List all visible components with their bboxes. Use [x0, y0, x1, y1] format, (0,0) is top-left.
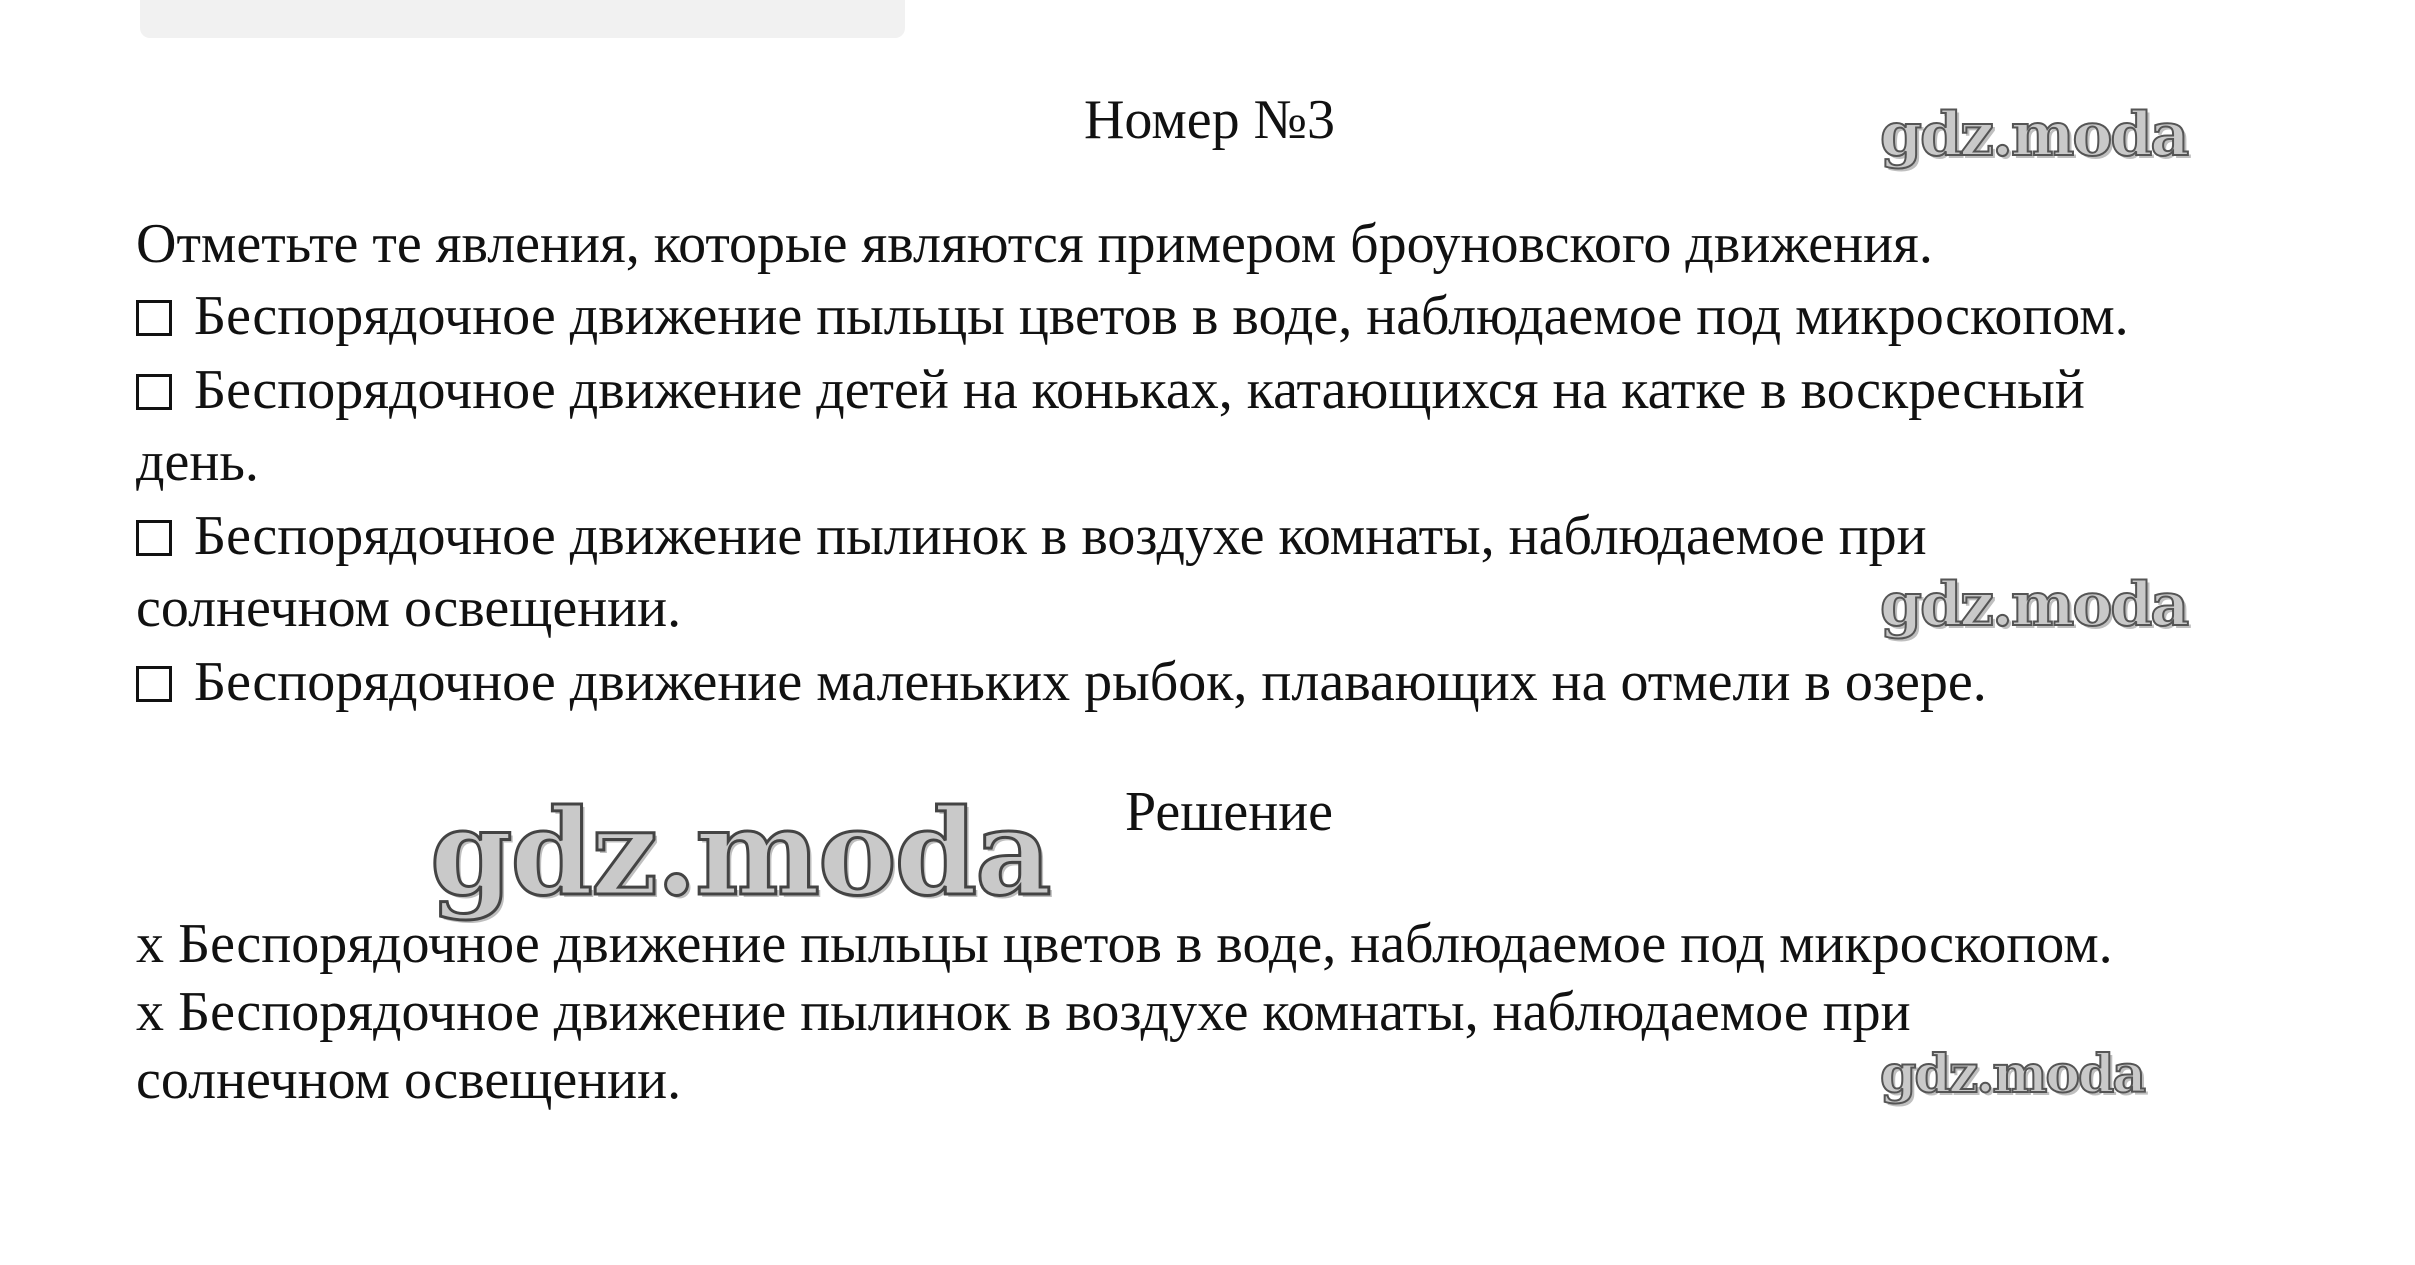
checkbox[interactable]: [136, 520, 172, 556]
checkbox[interactable]: [136, 666, 172, 702]
option-1[interactable]: [136, 284, 2129, 348]
answer-text: Беспорядочное движение пыльцы цветов в воде, наблюдаемое под микроскопом.: [178, 913, 2113, 975]
watermark-logo: gdz.moda: [1880, 100, 2188, 170]
answer-text: Беспорядочное движение пылинок в воздухе комнаты, наблюдаемое при: [178, 981, 1911, 1043]
option-2[interactable]: [136, 358, 2085, 422]
option-text: Беспорядочное движение детей на коньках, катающихся на катке в воскресный: [194, 359, 2085, 421]
watermark-logo: gdz.moda: [430, 783, 1050, 922]
option-text: Беспорядочное движение пылинок в воздухе комнаты, наблюдаемое при: [194, 505, 1927, 567]
option-text-continuation: солнечном освещении.: [136, 577, 682, 639]
option-3[interactable]: [136, 504, 1927, 568]
answer-mark: x: [136, 913, 164, 975]
answer-text-continuation: солнечном освещении.: [136, 1049, 682, 1111]
option-4[interactable]: [136, 650, 1987, 714]
answer-mark: x: [136, 981, 164, 1043]
watermark-logo: gdz.moda: [1880, 1044, 2145, 1105]
checkbox[interactable]: [136, 300, 172, 336]
option-text: Беспорядочное движение маленьких рыбок, плавающих на отмели в озере.: [194, 651, 1987, 713]
top-bar: [140, 0, 905, 38]
solution-heading: Решение: [1125, 781, 1334, 843]
task-prompt: Отметьте те явления, которые являются примером броуновского движения.: [136, 213, 1933, 275]
option-text-continuation: день.: [136, 431, 259, 493]
checkbox[interactable]: [136, 374, 172, 410]
page-title: Номер №3: [1083, 89, 1336, 151]
answer-2: [136, 980, 1911, 1044]
option-text: Беспорядочное движение пыльцы цветов в воде, наблюдаемое под микроскопом.: [194, 285, 2129, 347]
watermark-logo: gdz.moda: [1880, 570, 2188, 640]
